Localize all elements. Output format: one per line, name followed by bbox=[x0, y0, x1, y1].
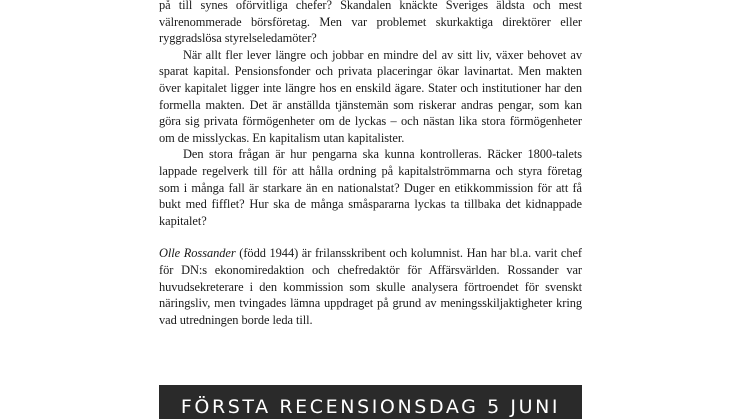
article-paragraph-1: på till synes oförvitliga chefer? Skandalen knäckte Sveriges äldsta och mest välrenommerade börsföretag. Men var problemet skurkaktiga direktörer eller ryggradslösa styrelseledamöter? bbox=[159, 0, 582, 46]
article-paragraph-3: Den stora frågan är hur pengarna ska kunna kontrolleras. Räcker 1800-talets lappade regelverk till för att hålla ordning på kapitalströmmarna och styra företag som i många fall är starkare än en nationalstat? Duger en etikkommission för att få bukt med fifflet? Hur ska de många småspararna lyckas ta tillbaka det kidnappade kapitalet? bbox=[159, 147, 582, 228]
author-name: Olle Rossander bbox=[159, 246, 236, 261]
author-bio-text: (född 1944) är frilansskribent och kolumnist. Han har bl.a. varit chef för DN:s ekonomiredaktion och chefredaktör för Affärsvärlden. Rossander var huvudsekreterare i den kommission som skulle analysera förtroendet för svenskt näringsliv, men tvingades lämna uppdraget på grund av meningsskiljaktigheter kring vad utredningen borde leda till. bbox=[159, 246, 582, 327]
author-bio bbox=[159, 245, 582, 328]
text-column bbox=[159, 0, 582, 328]
article-paragraph-2: När allt fler lever längre och jobbar en mindre del av sitt liv, växer behovet av sparat kapital. Pensionsfonder och privata placeringar ökar lavinartat. Men makten över kapitalet ligger inte längre hos en enskild ägare. Stater och institutioner har den formella makten. Det är anställda tjänstemän som riskerar andras pengar, som kan göra sig privata förmögenheter om de lyckas – och nästan lika stora förmögenheter om de misslyckas. En kapitalism utan kapitalister. bbox=[159, 47, 582, 145]
review-date-banner: FÖRSTA RECENSIONSDAG 5 JUNI bbox=[159, 385, 582, 419]
